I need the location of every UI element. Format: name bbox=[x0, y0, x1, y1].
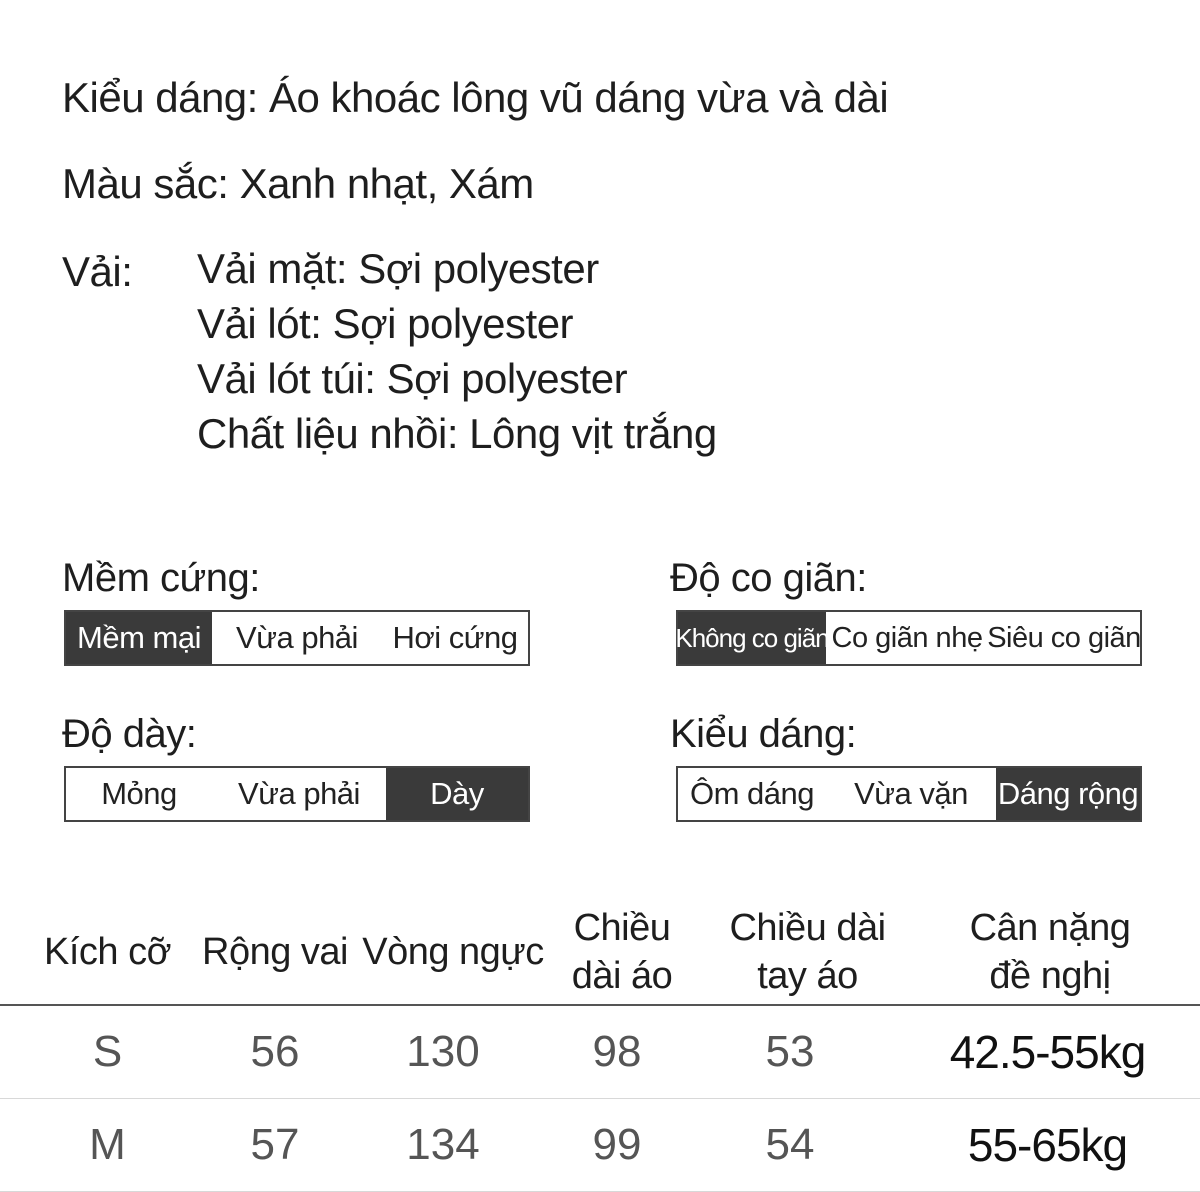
stretch-option-high: Siêu co giãn bbox=[987, 621, 1141, 654]
cell-weight: 55-65kg bbox=[967, 1119, 1128, 1171]
cell-sleeve: 53 bbox=[765, 1027, 815, 1076]
softness-scale bbox=[64, 610, 530, 666]
thickness-option-thick: Dày bbox=[386, 768, 528, 820]
stretch-option-light: Co giãn nhẹ bbox=[831, 621, 983, 654]
fabric-item: Vải lót túi: Sợi polyester bbox=[197, 355, 628, 402]
stretch-option-none: Không co giãn bbox=[678, 612, 826, 664]
thickness-option-thin: Mỏng bbox=[101, 776, 177, 811]
cell-sleeve: 54 bbox=[765, 1120, 815, 1169]
fabric-item: Vải lót: Sợi polyester bbox=[197, 300, 574, 347]
softness-option-stiff: Hơi cứng bbox=[392, 620, 518, 655]
softness-label: Mềm cứng: bbox=[62, 556, 260, 600]
fabric-label: Vải: bbox=[62, 248, 133, 295]
header-length: Chiều dài áo bbox=[571, 907, 673, 997]
color-line: Màu sắc: Xanh nhạt, Xám bbox=[62, 160, 534, 207]
fit-option-slim: Ôm dáng bbox=[689, 776, 814, 811]
cell-length: 98 bbox=[592, 1027, 642, 1076]
header-size: Kích cỡ bbox=[43, 931, 171, 973]
stretch-label: Độ co giãn: bbox=[670, 556, 867, 600]
cell-chest: 134 bbox=[406, 1120, 480, 1169]
thickness-option-medium: Vừa phải bbox=[238, 776, 360, 811]
header-shoulder: Rộng vai bbox=[202, 931, 348, 973]
cell-length: 99 bbox=[592, 1120, 642, 1169]
cell-shoulder: 57 bbox=[250, 1120, 300, 1169]
fit-option-regular: Vừa vặn bbox=[854, 776, 968, 811]
thickness-scale bbox=[64, 766, 530, 822]
header-weight: Cân nặng đề nghị bbox=[969, 907, 1131, 997]
header-chest: Vòng ngực bbox=[362, 931, 544, 973]
fit-label: Kiểu dáng: bbox=[670, 712, 857, 756]
size-table-header bbox=[0, 900, 1200, 1006]
table-row bbox=[0, 1099, 1200, 1192]
thickness-label: Độ dày: bbox=[62, 712, 197, 756]
size-table bbox=[0, 900, 1200, 1192]
fit-scale bbox=[676, 766, 1142, 822]
cell-weight: 42.5-55kg bbox=[949, 1026, 1146, 1078]
fabric-item: Vải mặt: Sợi polyester bbox=[197, 245, 599, 292]
cell-size: S bbox=[92, 1027, 123, 1076]
cell-size: M bbox=[89, 1120, 126, 1169]
fabric-list bbox=[197, 245, 717, 468]
stretch-scale bbox=[676, 610, 1142, 666]
fabric-item: Chất liệu nhồi: Lông vịt trắng bbox=[197, 410, 717, 457]
cell-chest: 130 bbox=[406, 1027, 480, 1076]
style-line: Kiểu dáng: Áo khoác lông vũ dáng vừa và dài bbox=[62, 74, 889, 121]
cell-shoulder: 56 bbox=[250, 1027, 300, 1076]
softness-option-medium: Vừa phải bbox=[236, 620, 358, 655]
header-sleeve: Chiều dài tay áo bbox=[729, 907, 886, 997]
table-row bbox=[0, 1006, 1200, 1099]
softness-option-soft: Mềm mại bbox=[66, 612, 212, 664]
fit-option-loose: Dáng rộng bbox=[996, 768, 1140, 820]
